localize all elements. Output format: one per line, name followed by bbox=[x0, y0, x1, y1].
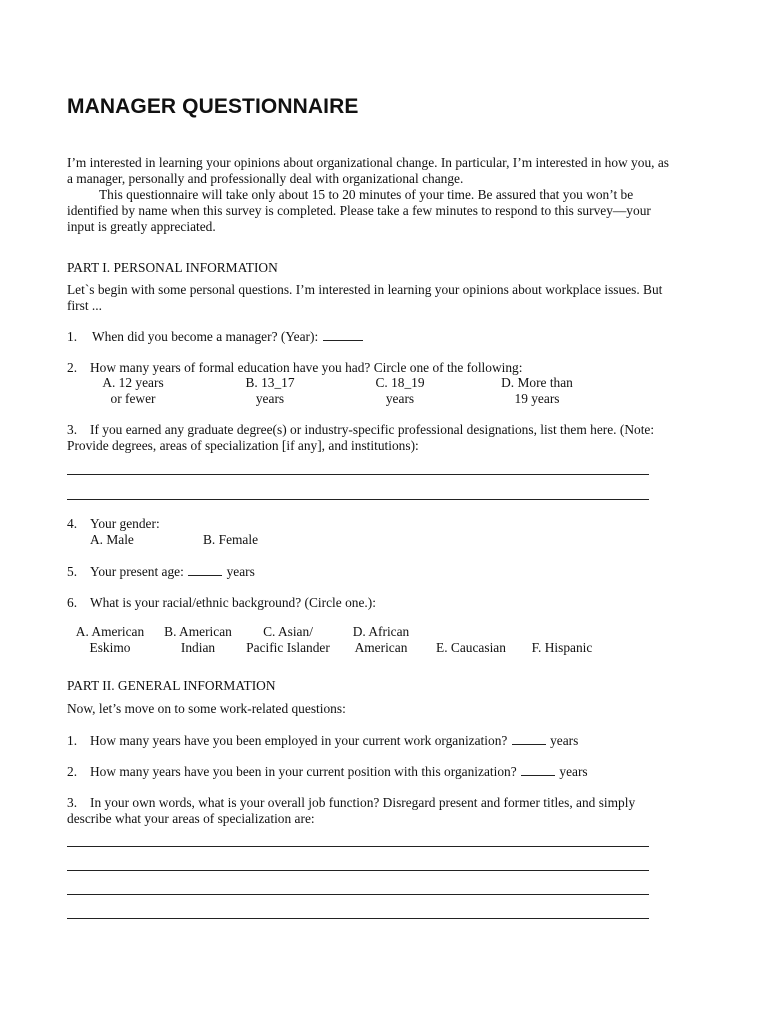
education-option-d[interactable] bbox=[489, 375, 585, 407]
option-line: E. Caucasian bbox=[436, 640, 506, 655]
option-line: B. American bbox=[164, 624, 232, 639]
gender-option-male[interactable]: A. Male bbox=[90, 532, 134, 547]
q3-line-2: Provide degrees, areas of specialization [if any], and institutions): bbox=[67, 438, 419, 453]
gender-option-female[interactable]: B. Female bbox=[203, 532, 259, 547]
option-line: D. African bbox=[352, 624, 410, 639]
part1-lead-line-2: first ... bbox=[67, 298, 102, 313]
q5-text: Your present age: bbox=[90, 564, 184, 579]
q4-text: Your gender: bbox=[90, 516, 160, 531]
intro-line-5: input is greatly appreciated. bbox=[67, 219, 216, 234]
job-function-answer-line[interactable] bbox=[67, 846, 649, 847]
age-input[interactable] bbox=[188, 574, 222, 576]
option-line: American bbox=[354, 640, 408, 655]
p2-q3-line-1: In your own words, what is your overall job function? Disregard present and former titles, and simply bbox=[90, 795, 636, 810]
p2-q1-number: 1. bbox=[67, 733, 78, 748]
education-option-a[interactable] bbox=[88, 375, 178, 407]
q5-number: 5. bbox=[67, 564, 78, 579]
option-line: Indian bbox=[180, 640, 216, 655]
ethnicity-option-a[interactable] bbox=[64, 624, 156, 656]
q2-number: 2. bbox=[67, 360, 78, 375]
part2-lead: Now, let’s move on to some work-related questions: bbox=[67, 701, 346, 716]
option-line bbox=[522, 624, 602, 640]
p2-q1-text: How many years have you been employed in your current work organization? bbox=[90, 733, 508, 748]
education-option-b[interactable] bbox=[228, 375, 312, 407]
q6-number: 6. bbox=[67, 595, 78, 610]
q2-text: How many years of formal education have you had? Circle one of the following: bbox=[90, 360, 523, 375]
option-line: D. More than bbox=[501, 375, 573, 390]
p2-q1-question bbox=[90, 733, 578, 749]
option-line: years bbox=[385, 391, 415, 406]
job-function-answer-line[interactable] bbox=[67, 918, 649, 919]
option-line bbox=[426, 624, 516, 640]
q6-text: What is your racial/ethnic background? (Circle one.): bbox=[90, 595, 376, 610]
p2-q1-suffix: years bbox=[550, 733, 579, 748]
option-line: A. American bbox=[75, 624, 145, 639]
intro-line-3: This questionnaire will take only about 15 to 20 minutes of your time. Be assured that you won’t be bbox=[99, 187, 634, 202]
education-option-c[interactable] bbox=[358, 375, 442, 407]
intro-line-2: a manager, personally and professionally deal with organizational change. bbox=[67, 171, 464, 186]
option-line: C. Asian/ bbox=[263, 624, 313, 639]
option-line: B. 13_17 bbox=[245, 375, 295, 390]
q1-text: When did you become a manager? (Year): bbox=[92, 329, 319, 344]
page-title: MANAGER QUESTIONNAIRE bbox=[67, 95, 359, 118]
q4-number: 4. bbox=[67, 516, 78, 531]
part1-heading: PART I. PERSONAL INFORMATION bbox=[67, 260, 278, 275]
part2-heading: PART II. GENERAL INFORMATION bbox=[67, 678, 276, 693]
option-line: or fewer bbox=[110, 391, 156, 406]
q5-question bbox=[90, 564, 255, 580]
option-line: years bbox=[255, 391, 285, 406]
degrees-answer-line[interactable] bbox=[67, 499, 649, 500]
intro-line-4: identified by name when this survey is completed. Please take a few minutes to respond to this survey—your bbox=[67, 203, 651, 218]
ethnicity-option-d[interactable] bbox=[338, 624, 424, 656]
manager-year-input[interactable] bbox=[323, 339, 363, 341]
q1-question bbox=[92, 329, 364, 345]
ethnicity-option-c[interactable] bbox=[240, 624, 336, 656]
intro-line-1: I’m interested in learning your opinions about organizational change. In particular, I’m interested in how you, as bbox=[67, 155, 669, 170]
job-function-answer-line[interactable] bbox=[67, 870, 649, 871]
q3-line-1: If you earned any graduate degree(s) or industry-specific professional designations, list them here. (Note: bbox=[90, 422, 655, 437]
q5-suffix: years bbox=[226, 564, 255, 579]
option-line: F. Hispanic bbox=[531, 640, 593, 655]
years-employed-input[interactable] bbox=[512, 743, 546, 745]
q3-number: 3. bbox=[67, 422, 78, 437]
part1-lead-line-1: Let`s begin with some personal questions. I’m interested in learning your opinions about workplace issues. But bbox=[67, 282, 663, 297]
p2-q2-number: 2. bbox=[67, 764, 78, 779]
option-line: C. 18_19 bbox=[375, 375, 425, 390]
q1-number: 1. bbox=[67, 329, 78, 344]
option-line: Pacific Islander bbox=[246, 640, 330, 655]
p2-q2-suffix: years bbox=[559, 764, 588, 779]
job-function-answer-line[interactable] bbox=[67, 894, 649, 895]
ethnicity-option-e[interactable] bbox=[426, 624, 516, 656]
option-line: 19 years bbox=[514, 391, 560, 406]
p2-q2-question bbox=[90, 764, 588, 780]
option-line: Eskimo bbox=[89, 640, 131, 655]
ethnicity-option-b[interactable] bbox=[152, 624, 244, 656]
years-in-position-input[interactable] bbox=[521, 774, 555, 776]
p2-q3-number: 3. bbox=[67, 795, 78, 810]
p2-q2-text: How many years have you been in your current position with this organization? bbox=[90, 764, 517, 779]
p2-q3-line-2: describe what your areas of specialization are: bbox=[67, 811, 315, 826]
ethnicity-option-f[interactable] bbox=[522, 624, 602, 656]
degrees-answer-line[interactable] bbox=[67, 474, 649, 475]
option-line: A. 12 years bbox=[102, 375, 164, 390]
